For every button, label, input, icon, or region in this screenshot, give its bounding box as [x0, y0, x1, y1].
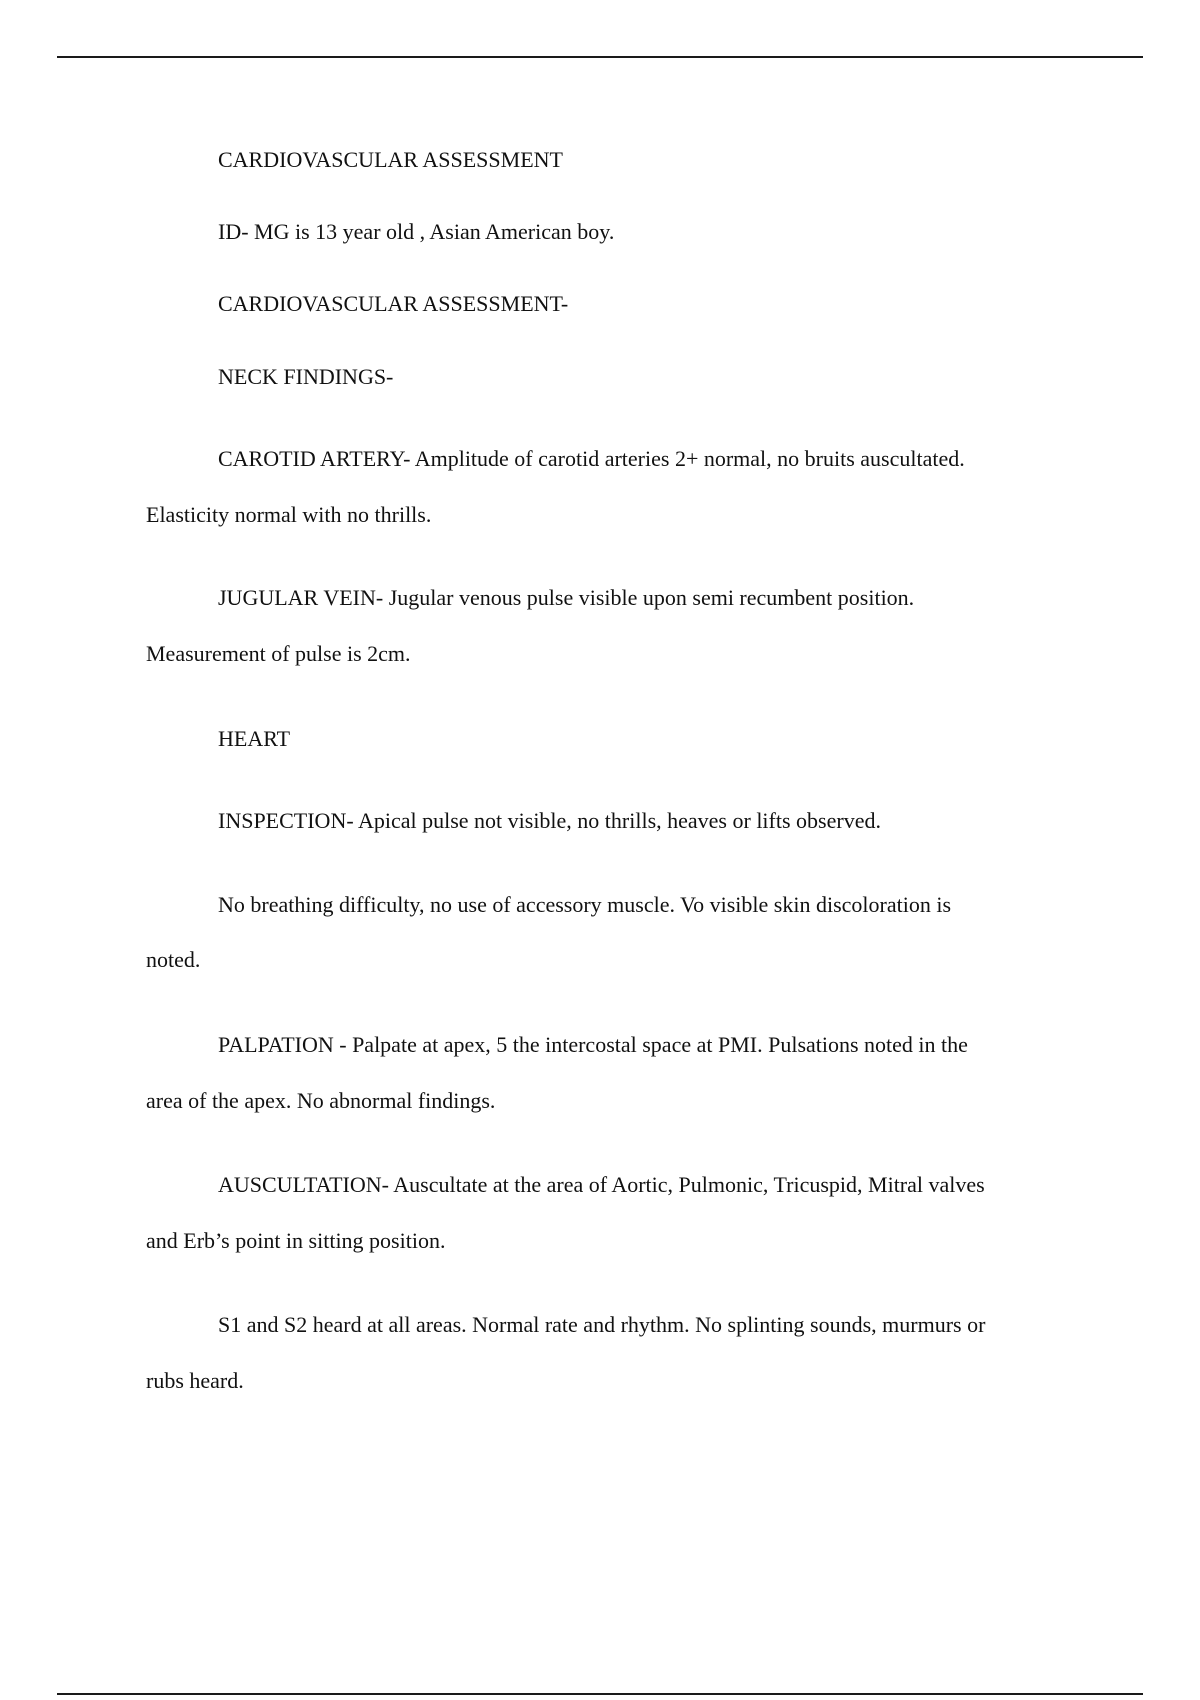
jugular-paragraph-line-2: Measurement of pulse is 2cm. [146, 641, 411, 666]
patient-id-line: ID- MG is 13 year old , Asian American boy. [218, 219, 615, 244]
auscultation-paragraph-line-1: AUSCULTATION- Auscultate at the area of Aortic, Pulmonic, Tricuspid, Mitral valves [218, 1172, 985, 1197]
header-rule [57, 56, 1143, 58]
breathing-paragraph-line-2: noted. [146, 947, 201, 972]
carotid-paragraph-line-1: CAROTID ARTERY- Amplitude of carotid arteries 2+ normal, no bruits auscultated. [218, 446, 965, 471]
inspection-paragraph: INSPECTION- Apical pulse not visible, no thrills, heaves or lifts observed. [218, 808, 881, 833]
heart-sounds-paragraph-line-1: S1 and S2 heard at all areas. Normal rate and rhythm. No splinting sounds, murmurs or [218, 1312, 986, 1337]
section-heading-heart: HEART [218, 726, 291, 751]
section-heading-cardiovascular: CARDIOVASCULAR ASSESSMENT- [218, 291, 569, 316]
breathing-paragraph-line-1: No breathing difficulty, no use of accessory muscle. Vo visible skin discoloration is [218, 892, 952, 917]
document-title: CARDIOVASCULAR ASSESSMENT [218, 147, 563, 172]
palpation-paragraph-line-1: PALPATION - Palpate at apex, 5 the intercostal space at PMI. Pulsations noted in the [218, 1032, 968, 1057]
jugular-paragraph-line-1: JUGULAR VEIN- Jugular venous pulse visible upon semi recumbent position. [218, 585, 915, 610]
section-heading-neck: NECK FINDINGS- [218, 364, 394, 389]
heart-sounds-paragraph-line-2: rubs heard. [146, 1368, 244, 1393]
auscultation-paragraph-line-2: and Erb’s point in sitting position. [146, 1228, 446, 1253]
footer-rule [57, 1693, 1143, 1695]
palpation-paragraph-line-2: area of the apex. No abnormal findings. [146, 1088, 496, 1113]
carotid-paragraph-line-2: Elasticity normal with no thrills. [146, 502, 432, 527]
